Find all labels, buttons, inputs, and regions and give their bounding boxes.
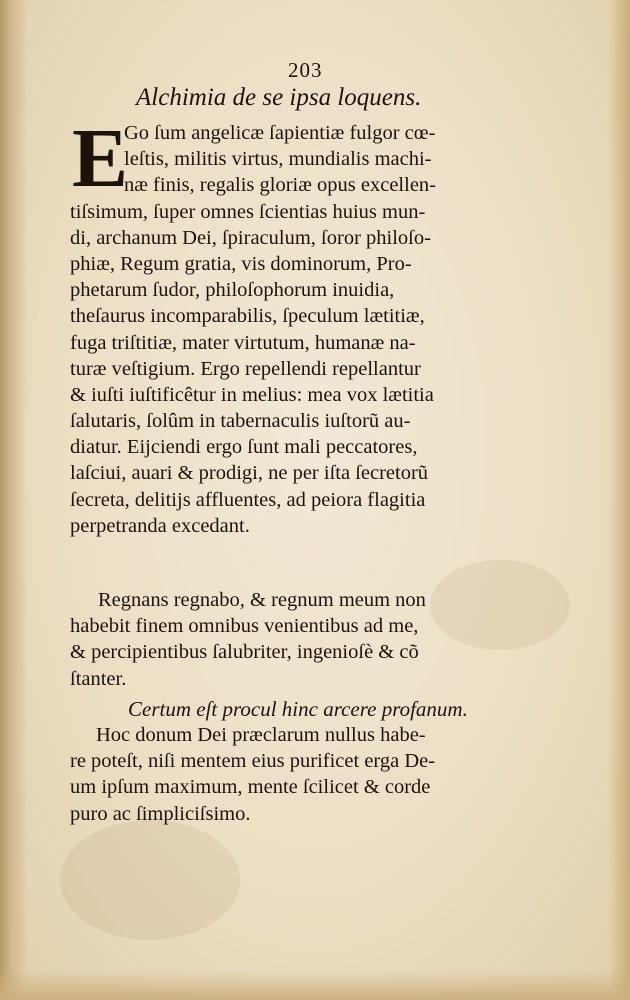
page-edge-right-shading (608, 0, 630, 1000)
text-line: phiæ, Regum gratia, vis dominorum, Pro- (70, 252, 412, 275)
text-line: laſciui, auari & prodigi, ne per iſta ſecretorũ (70, 462, 429, 485)
text-line: um ipſum maximum, mente ſcilicet & corde (70, 776, 431, 799)
page-edge-bottom-shading (0, 970, 630, 1000)
text-line: di, archanum Dei, ſpiraculum, ſoror philoſo- (70, 226, 431, 249)
text-line: Regnans regnabo, & regnum meum non (98, 589, 426, 611)
text-line: puro ac ſimpliciſsimo. (70, 802, 251, 825)
text-line: ſecreta, delitijs affluentes, ad peiora flagitia (70, 488, 426, 511)
text-line: Hoc donum Dei præclarum nullus habe- (96, 724, 426, 746)
text-line: habebit finem omnibus venientibus ad me, (70, 615, 419, 638)
italic-motto: Certum eſt procul hinc arcere profanum. (128, 697, 468, 721)
text-line: leſtis, militis virtus, mundialis machi- (124, 148, 432, 171)
page-edge-left-shading (0, 0, 28, 1000)
text-line: & iuſti iuſtificêtur in melius: mea vox lætitia (70, 383, 434, 406)
text-line: & percipientibus ſalubriter, ingenioſè & cõ (70, 641, 419, 664)
text-line: ſtanter. (70, 667, 127, 690)
text-line: theſaurus incomparabilis, ſpeculum lætitiæ, (70, 305, 425, 328)
paper-stain (60, 820, 240, 940)
text-line: næ finis, regalis gloriæ opus excellen- (124, 174, 436, 197)
section-heading: Alchimia de se ipsa loquens. (136, 84, 422, 111)
drop-cap-initial: E (72, 112, 129, 205)
page-number: 203 (288, 58, 323, 82)
text-line: fuga triſtitiæ, mater virtutum, humanæ na- (70, 331, 416, 354)
text-line: phetarum ſudor, philoſophorum inuidia, (70, 279, 395, 302)
text-line: ſalutaris, ſolûm in tabernaculis iuſtorũ au- (70, 410, 411, 433)
text-line: Go ſum angelicæ ſapientiæ fulgor cœ- (124, 122, 436, 144)
paragraph-1 (70, 112, 512, 539)
text-line: perpetranda excedant. (70, 514, 250, 537)
paragraph-3 (70, 722, 512, 827)
text-line: re poteſt, niſi mentem eius purificet erga De- (70, 750, 436, 773)
paragraph-2 (70, 587, 512, 692)
text-line: tiſsimum, ſuper omnes ſcientias huius mun- (70, 200, 426, 223)
text-line: diatur. Eijciendi ergo ſunt mali peccatores, (70, 436, 418, 459)
text-line: turæ veſtigium. Ergo repellendi repellantur (70, 357, 421, 380)
